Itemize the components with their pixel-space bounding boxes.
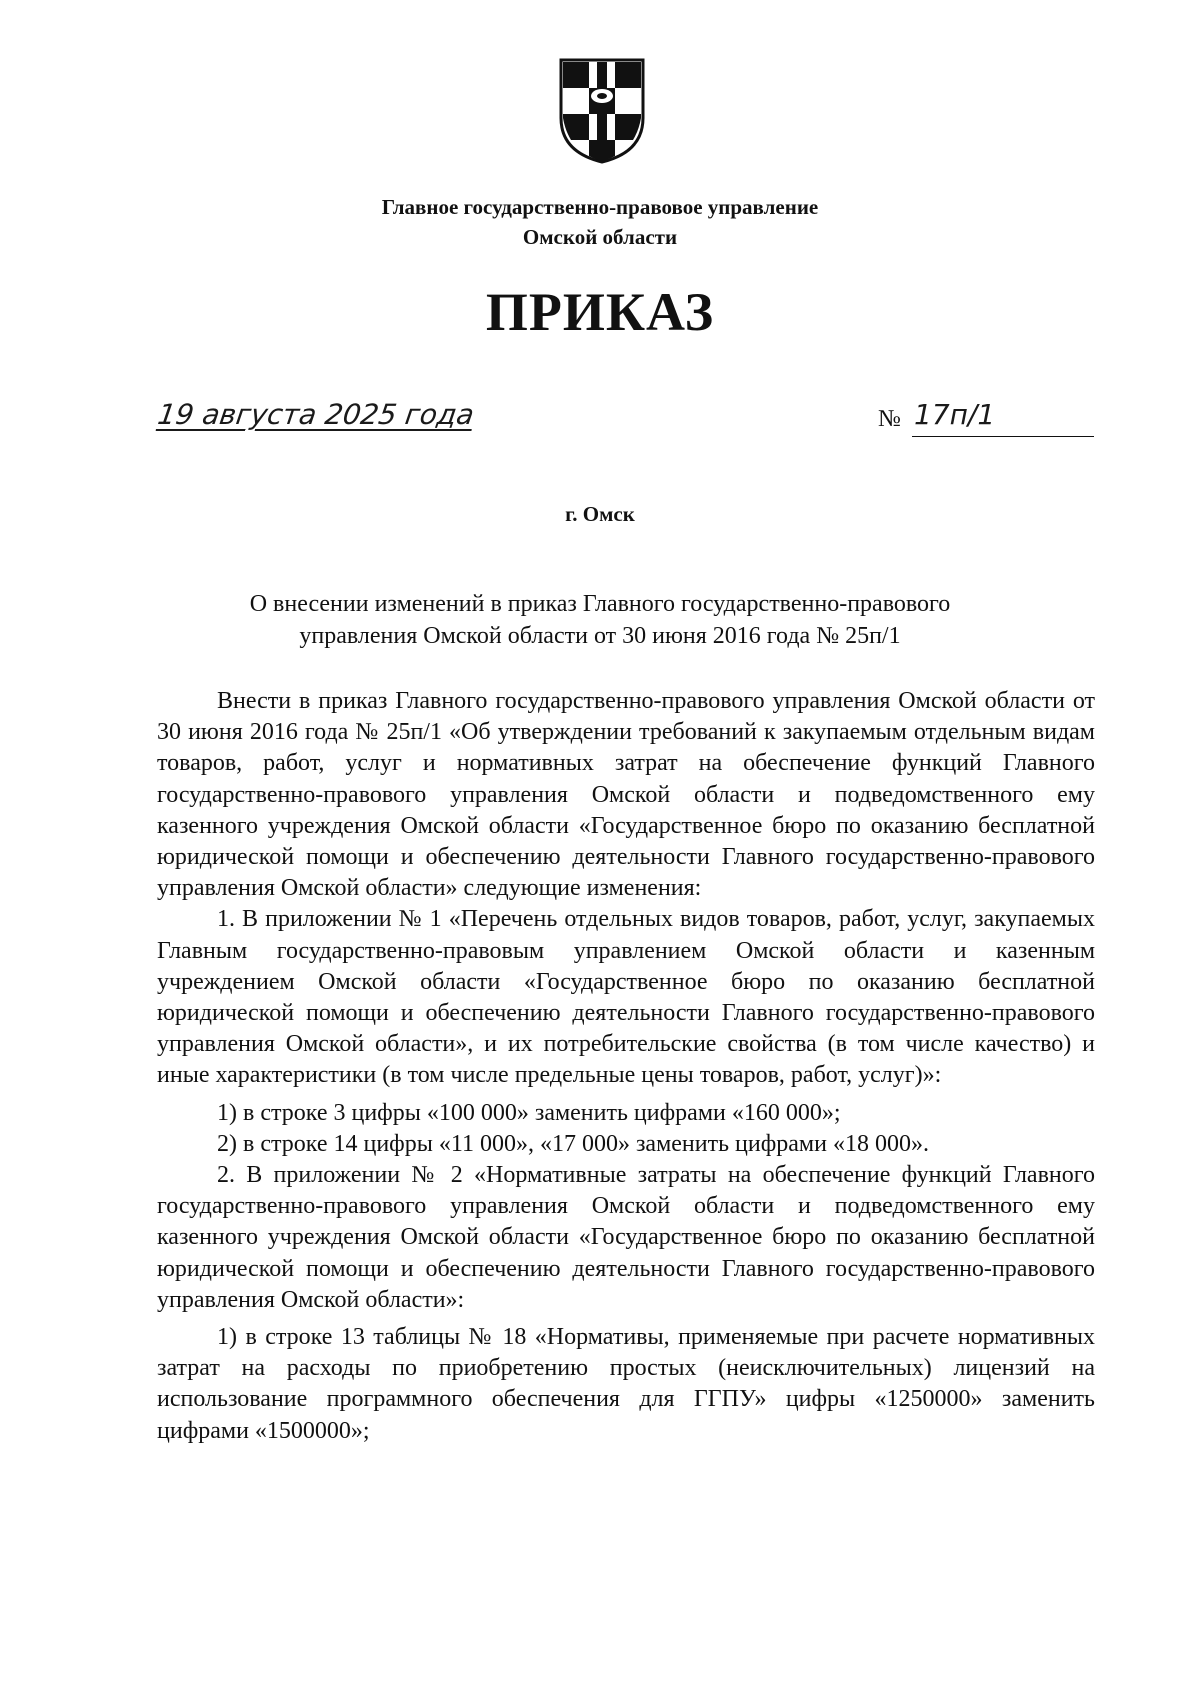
organization-name: Главное государственно-правовое управление [381, 195, 819, 219]
order-body [157, 686, 1095, 1447]
body-paragraph: Внести в приказ Главного государственно-правового управления Омской области от 30 июня 2016 года № 25п/1 «Об утверждении требований к закупаемым отдельным видам товаров, работ, услуг и нормативных затрат на обеспечение функций Главного государственно-правового управления Омской области и подведомственного ему казенного учреждения Омской области «Государственное бюро по оказанию бесплатной юридической помощи и обеспечению деятельности Главного государственно-правового управления Омской области» следующие изменения: [157, 688, 1095, 902]
order-date: 19 августа 2025 года [155, 398, 477, 431]
organization-region: Омской области [522, 225, 678, 249]
subject-line: управления Омской области от 30 июня 2016 года № 25п/1 [299, 623, 901, 649]
body-paragraph: 2. В приложении № 2 «Нормативные затраты на обеспечение функций Главного государственно-правового управления Омской области и подведомственного ему казенного учреждения Омской области «Государственное бюро по оказанию бесплатной юридической помощи и обеспечению деятельности Главного государственно-правового управления Омской области»: [157, 1162, 1095, 1313]
order-number-underline [912, 436, 1094, 437]
omsk-coat-of-arms-icon [557, 56, 647, 166]
body-paragraph: 2) в строке 14 цифры «11 000», «17 000» заменить цифрами «18 000». [217, 1130, 929, 1157]
subject-line: О внесении изменений в приказ Главного государственно-правового [249, 591, 951, 617]
order-number: 17п/1 [914, 398, 996, 431]
order-number-label: № [878, 406, 901, 432]
city: г. Омск [565, 502, 635, 526]
body-paragraph: 1. В приложении № 1 «Перечень отдельных видов товаров, работ, услуг, закупаемых Главным государственно-правовым управлением Омской области и казенным учреждением Омской области «Государственное бюро по оказанию бесплатной юридической помощи и обеспечению деятельности Главного государственно-правового управления Омской области», и их потребительские свойства (в том числе качество) и иные характеристики (в том числе предельные цены товаров, работ, услуг)»: [157, 906, 1095, 1089]
body-paragraph: 1) в строке 3 цифры «100 000» заменить цифрами «160 000»; [217, 1099, 841, 1126]
order-subject [200, 588, 1000, 652]
document-title: ПРИКАЗ [485, 282, 715, 342]
body-paragraph: 1) в строке 13 таблицы № 18 «Нормативы, применяемые при расчете нормативных затрат на расходы по приобретению простых (неисключительных) лицензий на использование программного обеспечения для ГГПУ» цифры «1250000» заменить цифрами «1500000»; [157, 1324, 1095, 1444]
